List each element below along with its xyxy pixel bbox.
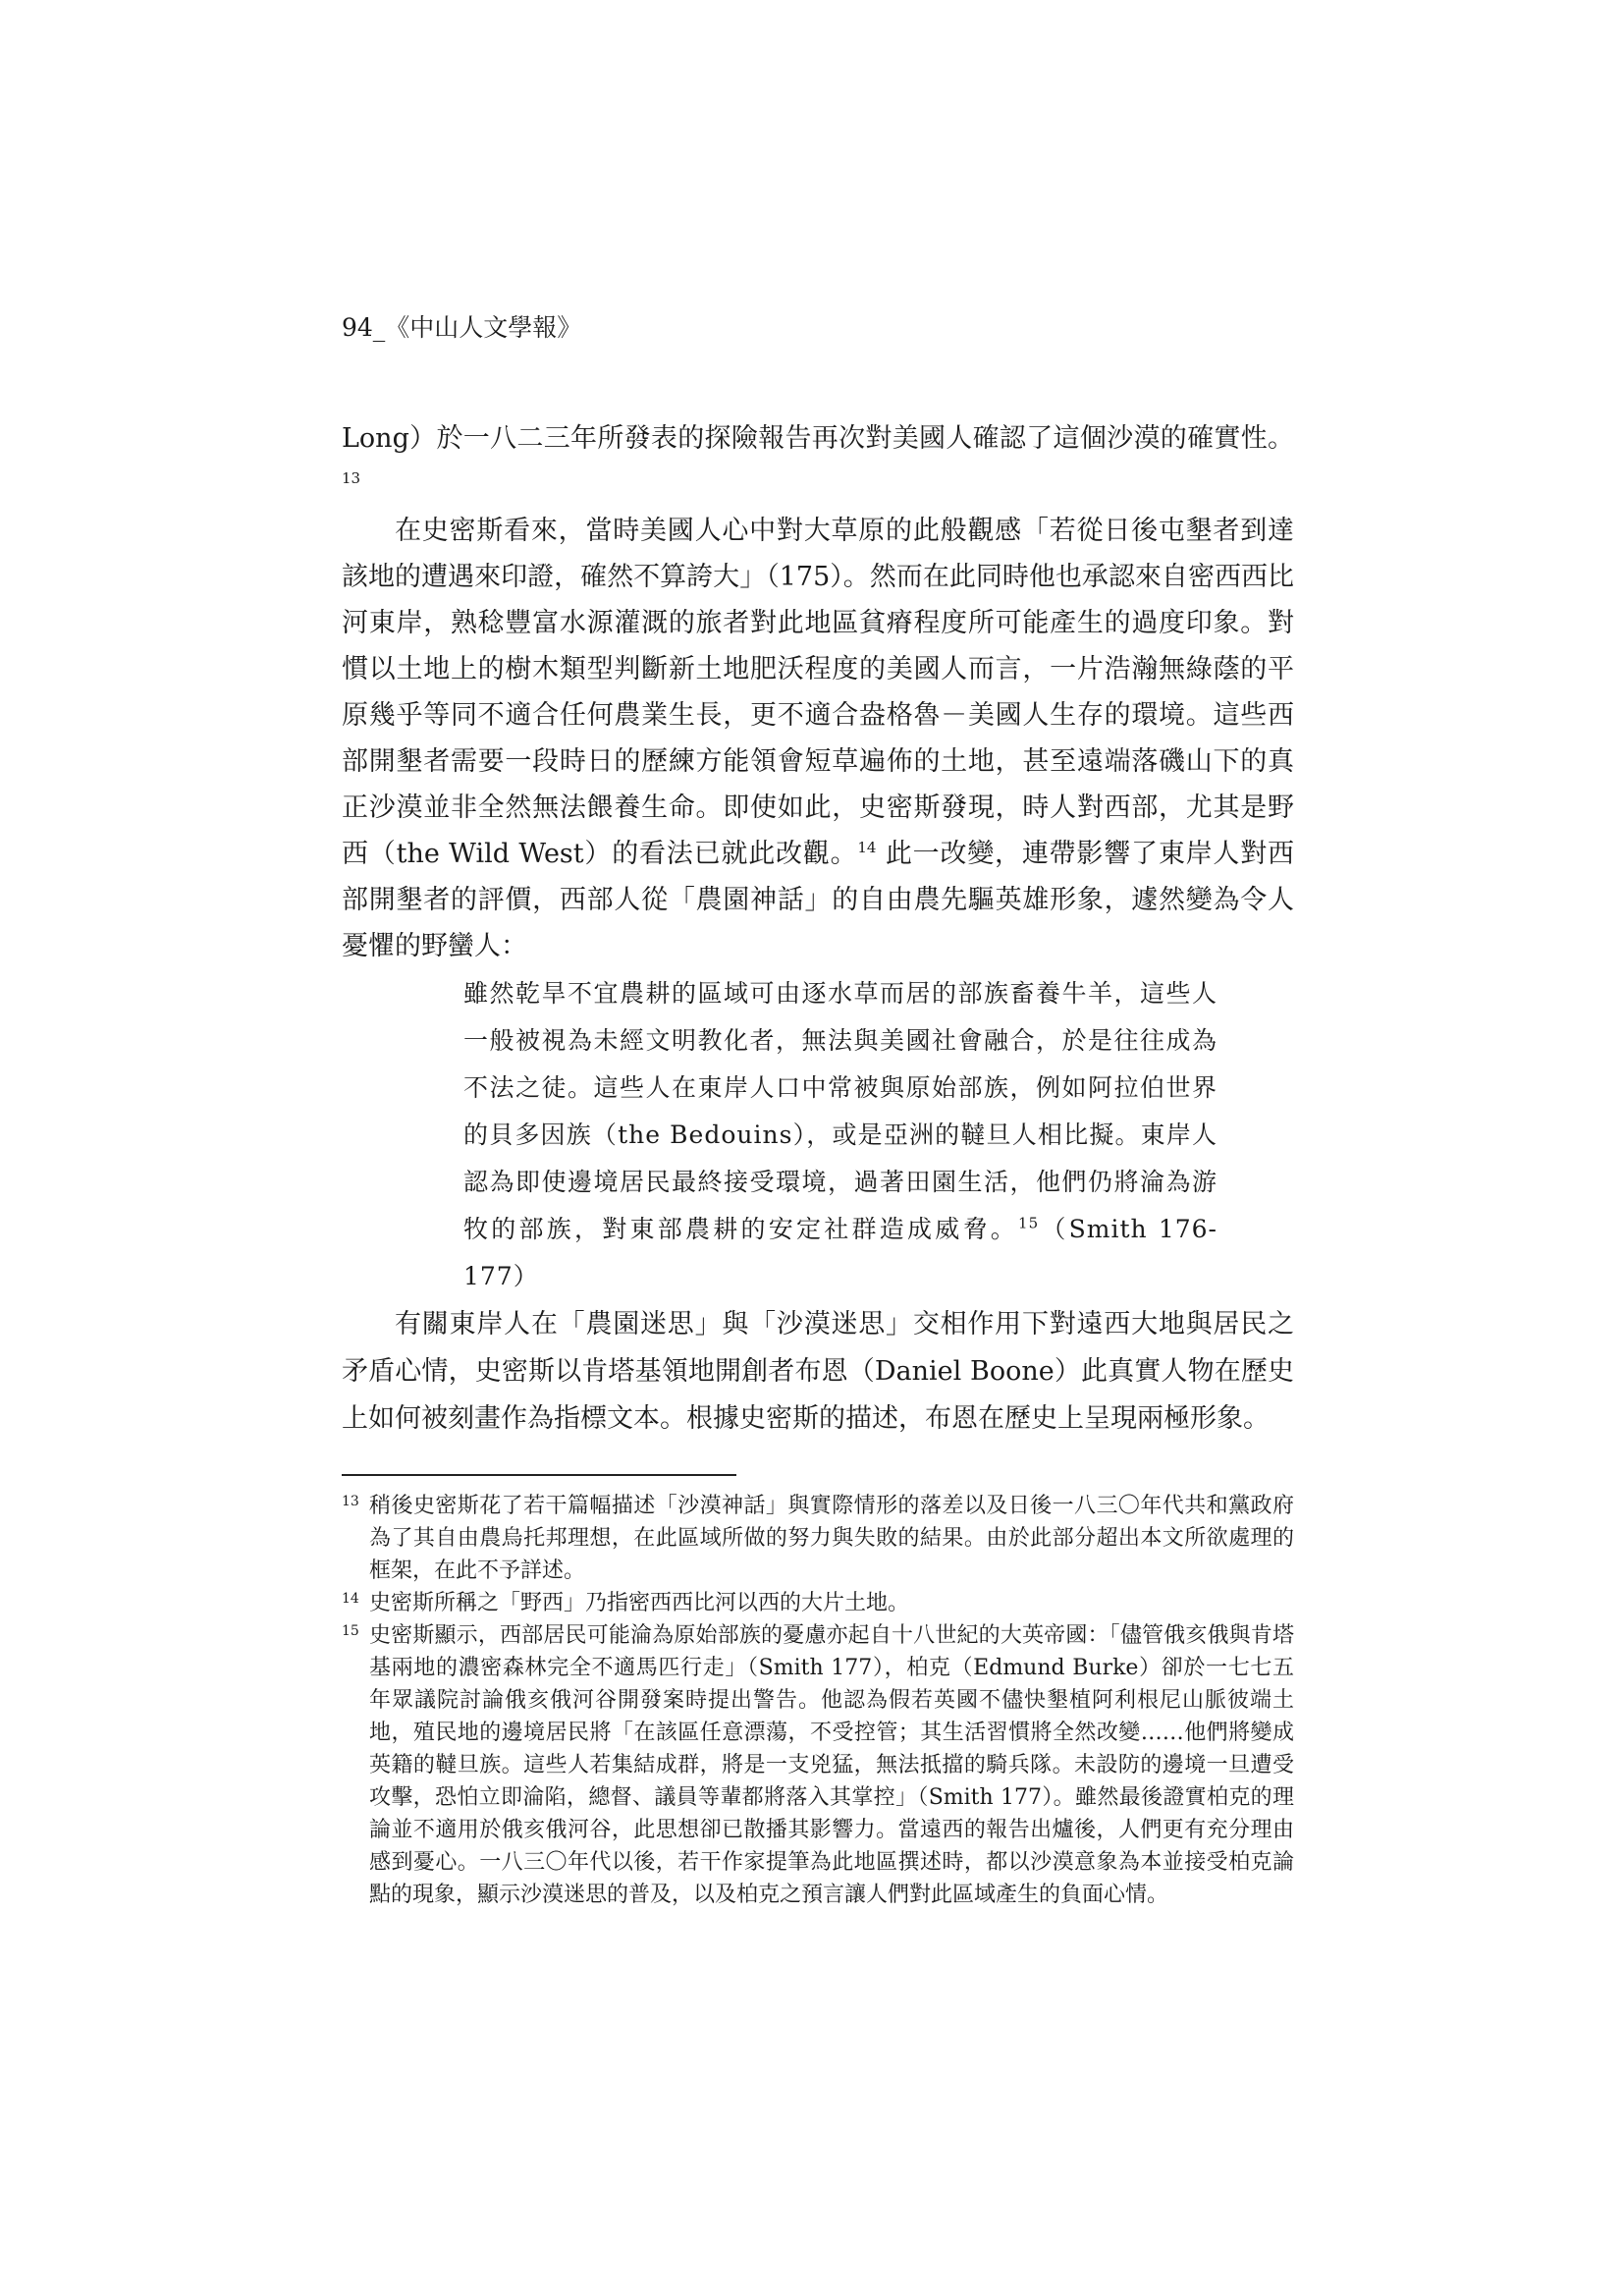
footnote-number: 13 xyxy=(342,1494,359,1509)
footnote-13 xyxy=(342,1490,1294,1587)
running-header: 94_《中山人文學報》 xyxy=(342,313,582,342)
paragraph-2-text-b: 此一改變，連帶影響了東岸人對西部開墾者的評價，西部人從「農園神話」的自由農先驅英雄形象，遽然變為令人憂懼的野蠻人： xyxy=(342,839,1294,961)
quote-citation: （Smith 176-177） xyxy=(463,1215,1217,1290)
footnote-15 xyxy=(342,1619,1294,1911)
footnote-text: 史密斯所稱之「野西」乃指密西西比河以西的大片土地。 xyxy=(369,1591,910,1615)
footnote-separator xyxy=(342,1474,736,1476)
paragraph-1 xyxy=(342,415,1294,508)
footnote-text: 稍後史密斯花了若干篇幅描述「沙漠神話」與實際情形的落差以及日後一八三〇年代共和黨政府為了其自由農烏托邦理想，在此區域所做的努力與失敗的結果。由於此部分超出本文所欲處理的框架，在此不予詳述。 xyxy=(369,1494,1294,1583)
footnote-text: 史密斯顯示，西部居民可能淪為原始部族的憂慮亦起自十八世紀的大英帝國：「儘管俄亥俄與肯塔基兩地的濃密森林完全不適馬匹行走」（Smith 177），柏克（Edmund Burke）卻於一七七五年眾議院討論俄亥俄河谷開發案時提出警告。他認為假若英國不儘快墾植阿利根尼山脈彼端土地，殖民地的邊境居民將「在該區任意漂蕩，不受控管；其生活習慣將全然改變……他們將變成英籍的韃旦族。這些人若集結成群，將是一支兇猛，無法抵擋的騎兵隊。未設防的邊境一旦遭受攻擊，恐怕立即淪陷，總督、議員等輩都將落入其掌控」（Smith 177）。雖然最後證實柏克的理論並不適用於俄亥俄河谷，此思想卻已散播其影響力。當遠西的報告出爐後，人們更有充分理由感到憂心。一八三〇年代以後，若干作家提筆為此地區撰述時，都以沙漠意象為本並接受柏克論點的現象，顯示沙漠迷思的普及，以及柏克之預言讓人們對此區域產生的負面心情。 xyxy=(369,1623,1294,1907)
paragraph-2-text-a: 在史密斯看來，當時美國人心中對大草原的此般觀感「若從日後屯墾者到達該地的遭遇來印證，確然不算誇大」（175）。然而在此同時他也承認來自密西西比河東岸，熟稔豐富水源灌溉的旅者對此地區貧瘠程度所可能產生的過度印象。對慣以土地上的樹木類型判斷新土地肥沃程度的美國人而言，一片浩瀚無綠蔭的平原幾乎等同不適合任何農業生長，更不適合盎格魯－美國人生存的環境。這些西部開墾者需要一段時日的歷練方能領會短草遍佈的土地，甚至遠端落磯山下的真正沙漠並非全然無法餵養生命。即使如此，史密斯發現，時人對西部，尤其是野西（the Wild West）的看法已就此改觀。 xyxy=(342,516,1294,869)
block-quote xyxy=(463,970,1217,1300)
block-quote-paragraph xyxy=(463,970,1217,1300)
paragraph-2 xyxy=(342,508,1294,969)
body-section-2 xyxy=(342,1301,1294,1443)
footnote-number: 15 xyxy=(342,1623,359,1639)
paragraph-1-text: Long）於一八二三年所發表的探險報告再次對美國人確認了這個沙漠的確實性。 xyxy=(342,423,1294,454)
footnote-ref-14[interactable]: 14 xyxy=(857,839,877,856)
body-section-1 xyxy=(342,415,1294,969)
footnote-ref-13[interactable]: 13 xyxy=(342,469,361,487)
footnote-14 xyxy=(342,1587,1294,1619)
paragraph-3: 有關東岸人在「農園迷思」與「沙漠迷思」交相作用下對遠西大地與居民之矛盾心情，史密斯以肯塔基領地開創者布恩（Daniel Boone）此真實人物在歷史上如何被刻畫作為指標文本。根據史密斯的描述，布恩在歷史上呈現兩極形象。 xyxy=(342,1309,1294,1434)
block-quote-text: 雖然乾旱不宜農耕的區域可由逐水草而居的部族畜養牛羊，這些人一般被視為未經文明教化者，無法與美國社會融合，於是往往成為不法之徒。這些人在東岸人口中常被與原始部族，例如阿拉伯世界的貝多因族（the Bedouins），或是亞洲的韃旦人相比擬。東岸人認為即使邊境居民最終接受環境，過著田園生活，他們仍將淪為游牧的部族，對東部農耕的安定社群造成威脅。 xyxy=(463,979,1217,1243)
footnotes xyxy=(342,1490,1294,1911)
footnote-number: 14 xyxy=(342,1591,359,1607)
footnote-ref-15[interactable]: 15 xyxy=(1018,1214,1040,1232)
